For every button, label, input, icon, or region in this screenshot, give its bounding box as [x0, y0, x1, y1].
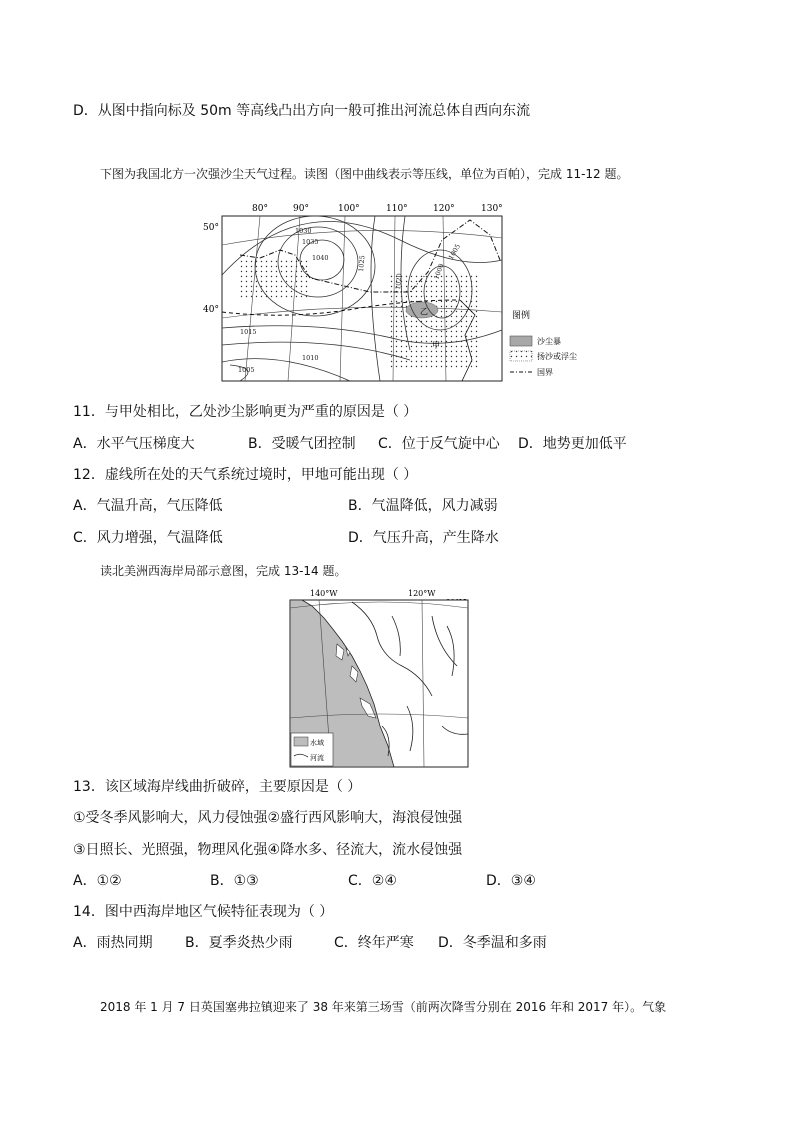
coast-map — [282, 586, 478, 770]
isobar-label-1015: 1015 — [240, 328, 257, 336]
isobar-label-1005: 1005 — [238, 366, 255, 374]
prev-option-d: D．从图中指向标及 50m 等高线凸出方向一般可推出河流总体自西向东流 — [73, 103, 531, 119]
isobar-label-1040: 1040 — [312, 254, 329, 262]
lat-label-50: 50° — [203, 223, 219, 233]
q13-statements-2: ③日照长、光照强，物理风化强④降水多、径流大，流水侵蚀强 — [73, 842, 463, 858]
legend-water: 水域 — [310, 739, 324, 747]
intro-13-14: 读北美洲西海岸局部示意图，完成 13-14 题。 — [100, 564, 347, 578]
intro-next: 2018 年 1 月 7 日英国塞弗拉镇迎来了 38 年来第三场雪（前两次降雪分别在 2016 年和 2017 年）。气象 — [100, 1000, 667, 1014]
place-jia: 甲 — [432, 341, 440, 350]
q12-option-b: B．气温降低，风力减弱 — [348, 498, 498, 514]
q14-option-a: A．雨热同期 — [73, 935, 153, 951]
legend-dust-swatch — [510, 351, 532, 361]
q14-option-b: B．夏季炎热少雨 — [185, 935, 293, 951]
pressure-map-svg — [200, 200, 620, 385]
q11-option-d: D．地势更加低平 — [518, 436, 627, 452]
legend-river: 河流 — [310, 754, 324, 762]
intro-11-12: 下图为我国北方一次强沙尘天气过程。读图（图中曲线表示等压线，单位为百帕），完成 11-12 题。 — [100, 167, 629, 181]
q13-option-c: C．②④ — [348, 873, 397, 889]
q12-stem: 12．虚线所在处的天气系统过境时，甲地可能出现（ ） — [73, 467, 418, 483]
lon-label-140w: 140°W — [310, 589, 338, 598]
coast-map-svg — [282, 586, 478, 770]
legend-water-swatch — [294, 737, 308, 746]
q13-option-a: A．①② — [73, 873, 122, 889]
legend-sandstorm-swatch — [510, 336, 532, 346]
q13-option-d: D．③④ — [486, 873, 536, 889]
isobar-label-1035: 1035 — [302, 238, 319, 246]
pressure-map — [200, 200, 620, 385]
lon-label-120: 120° — [433, 204, 455, 214]
lon-label-100: 100° — [338, 204, 360, 214]
lat-label-40: 40° — [203, 305, 219, 315]
q14-stem: 14．图中西海岸地区气候特征表现为（ ） — [73, 904, 334, 920]
isobar-label-1020: 1020 — [394, 272, 404, 291]
q11-option-a: A．水平气压梯度大 — [73, 436, 195, 452]
legend-sandstorm: 沙尘暴 — [537, 337, 561, 346]
lon-label-110: 110° — [386, 204, 408, 214]
legend-dust: 扬沙或浮尘 — [537, 352, 577, 361]
isobar-label-1005b: 1005 — [446, 242, 463, 261]
q11-option-b: B．受暖气团控制 — [248, 436, 356, 452]
dust-area-east — [390, 272, 480, 370]
q13-statements-1: ①受冬季风影响大，风力侵蚀强②盛行西风影响大，海浪侵蚀强 — [73, 810, 463, 826]
place-yi: 乙 — [420, 307, 428, 316]
q14-option-d: D．冬季温和多雨 — [438, 935, 547, 951]
q13-stem: 13．该区域海岸线曲折破碎，主要原因是（ ） — [73, 779, 362, 795]
q13-option-b: B．①③ — [210, 873, 259, 889]
isobar-label-1025: 1025 — [357, 254, 367, 273]
legend-title: 图例 — [512, 311, 531, 321]
legend-border: 国界 — [537, 368, 553, 377]
lon-label-80: 80° — [252, 204, 268, 214]
q11-stem: 11．与甲处相比，乙处沙尘影响更为严重的原因是（ ） — [73, 404, 418, 420]
lon-label-120w: 120°W — [408, 589, 436, 598]
q11-option-c: C．位于反气旋中心 — [378, 436, 500, 452]
isobar-label-1010: 1010 — [302, 354, 319, 362]
isobar-label-1000: 1000 — [432, 262, 446, 281]
q12-option-c: C．风力增强，气温降低 — [73, 530, 223, 546]
lon-label-130: 130° — [481, 204, 503, 214]
q12-option-a: A．气温升高，气压降低 — [73, 498, 223, 514]
q14-option-c: C．终年严寒 — [334, 935, 414, 951]
dust-area-west — [240, 260, 310, 300]
q12-option-d: D．气压升高，产生降水 — [348, 530, 499, 546]
lon-label-90: 90° — [293, 204, 309, 214]
isobar-label-1030: 1030 — [295, 227, 312, 235]
